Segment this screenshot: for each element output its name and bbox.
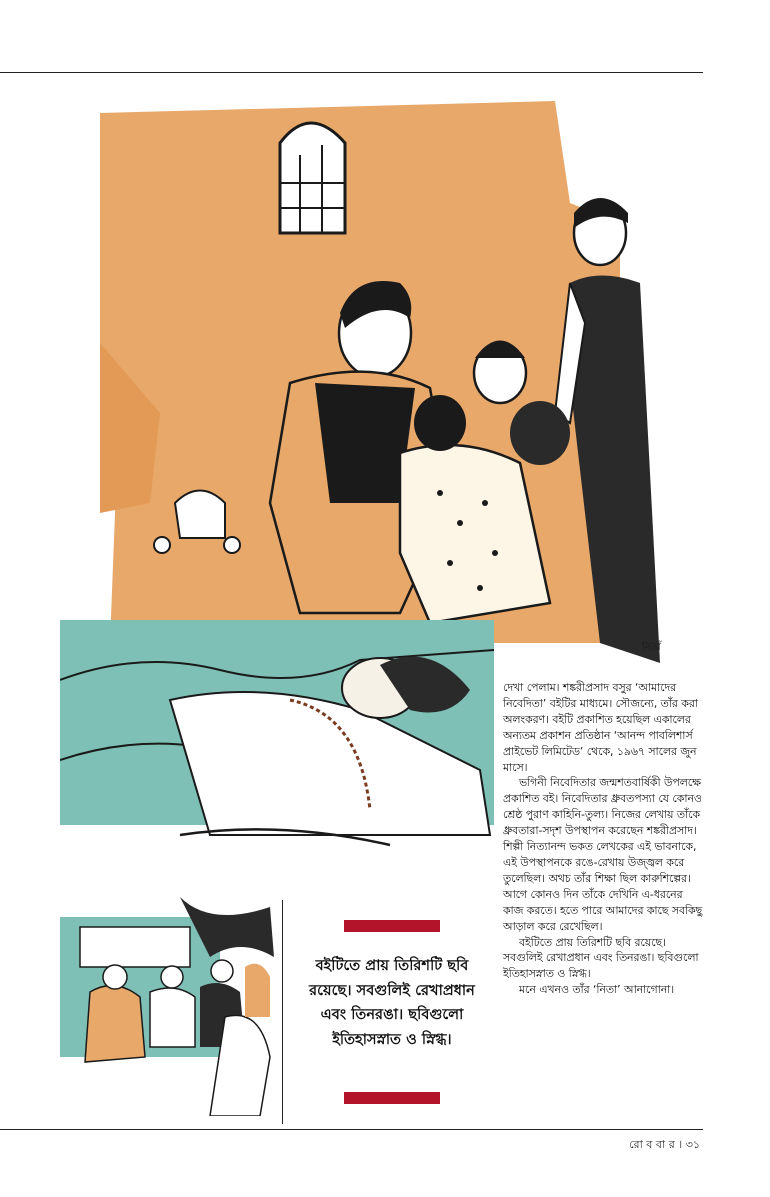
deathbed-illustration — [60, 620, 494, 882]
article-paragraph: মনে এখনও তাঁর ‘নিতা’ আনাগোনা। — [519, 983, 675, 997]
header-rule — [0, 72, 703, 73]
pull-quote — [296, 920, 488, 1110]
column-divider — [282, 900, 283, 1124]
disciples-illustration — [60, 897, 274, 1116]
article-paragraph: দেখা পেলাম। শঙ্করীপ্রসাদ বসুর ‘আমাদের নিবেদিতা’ বইটির মাধ্যমে। সৌজন্যে, তাঁর করা অলংকরণ। বইটি প্রকাশিত হয়েছিল একালের অন্যতম প্রকাশন প্রতিষ্ঠান ‘আনন্দ পাবলিশার্স প্রাইভেট লিমিটেড’ থেকে, ১৯৬৭ সালের জুন মাসে। — [503, 681, 698, 774]
article-body — [503, 680, 703, 998]
article-paragraph: ভগিনী নিবেদিতার জন্মশতবার্ষিকী উপলক্ষে প্রকাশিত বই। নিবেদিতার ধ্রুবতপস্যা যে কোনও শ্রেষ্ঠ পুরাণ কাহিনি-তুল্য। নিজের লেখায় তাঁকে ধ্রুবতারা-সদৃশ উপস্থাপন করেছেন শঙ্করীপ্রসাদ। শিল্পী নিত্যানন্দ ভকত লেখকের এই ভাবনাকে, এই উপস্থাপনকে রঙে-রেখায় উজ্জ্বল করে তুলেছিল। অথচ তাঁর শিক্ষা ছিল কারুশিল্পের। আগে কোনও দিন তাঁকে দেখিনি এ-ধরনের কাজ করতে। হতে পারে আমাদের কাছে সবকিছু আড়াল করে রেখেছিল। — [503, 776, 703, 933]
pull-quote-text: বইটিতে প্রায় তিরিশটি ছবি রয়েছে। সবগুলিই রেখাপ্রধান এবং তিনরঙা। ছবিগুলো ইতিহাসস্নাত ও স্নিগ্ধ। — [309, 957, 475, 1048]
article-paragraph: বইটিতে প্রায় তিরিশটি ছবি রয়েছে। সবগুলিই রেখাপ্রধান এবং তিনরঙা। ছবিগুলো ইতিহাসস্নাত ও স্নিগ্ধ। — [503, 935, 699, 981]
artist-signature: নিতাঁ — [641, 642, 661, 653]
family-illustration-art — [100, 83, 703, 671]
disciples-illustration-art — [60, 897, 274, 1116]
pull-quote-bar-bottom — [344, 1092, 440, 1104]
family-illustration — [100, 83, 703, 671]
page-footer: রো ব বা র । ৩১ — [629, 1138, 700, 1151]
footer-rule — [0, 1129, 703, 1130]
deathbed-illustration-art — [60, 620, 494, 882]
pull-quote-bar-top — [344, 920, 440, 932]
